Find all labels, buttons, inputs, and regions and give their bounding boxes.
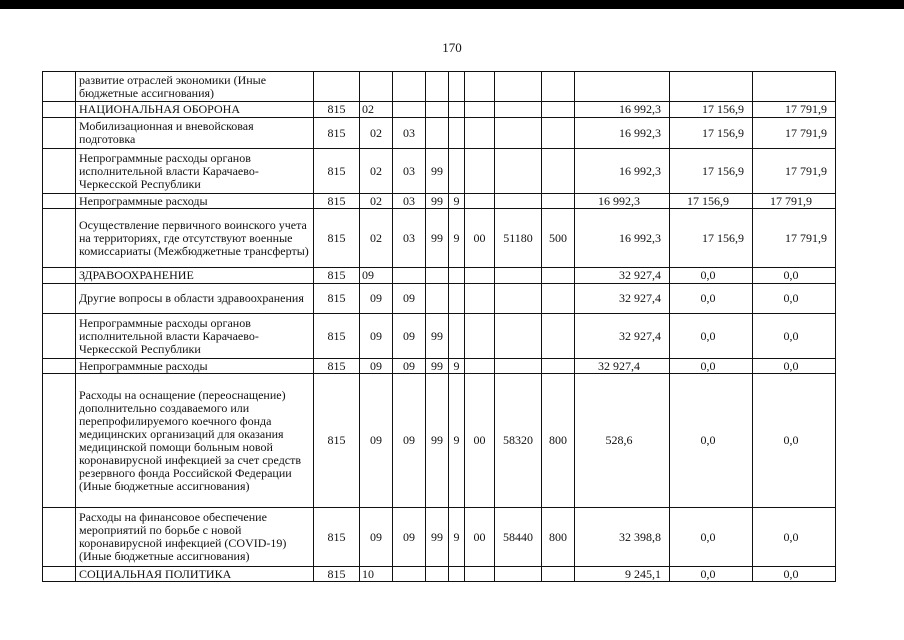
- amount-cell: [753, 72, 836, 102]
- amount-cell: 0,0: [670, 314, 753, 359]
- row-marker-cell: [43, 194, 76, 209]
- code-cell: 03: [393, 118, 426, 149]
- row-name: НАЦИОНАЛЬНАЯ ОБОРОНА: [76, 102, 314, 118]
- row-name: СОЦИАЛЬНАЯ ПОЛИТИКА: [76, 567, 314, 582]
- table-row: [43, 149, 836, 194]
- amount-cell: 16 992,3: [575, 118, 670, 149]
- code-cell: 815: [314, 359, 360, 374]
- code-cell: 815: [314, 284, 360, 314]
- code-cell: 02: [360, 102, 393, 118]
- code-cell: [465, 359, 495, 374]
- code-cell: 03: [393, 209, 426, 268]
- code-cell: 9: [449, 374, 465, 508]
- code-cell: [465, 194, 495, 209]
- row-marker-cell: [43, 72, 76, 102]
- amount-cell: 0,0: [753, 567, 836, 582]
- code-cell: 00: [465, 508, 495, 567]
- code-cell: 09: [393, 314, 426, 359]
- code-cell: [495, 149, 542, 194]
- code-cell: [542, 284, 575, 314]
- amount-cell: 17 156,9: [670, 118, 753, 149]
- code-cell: [542, 118, 575, 149]
- amount-cell: 17 791,9: [753, 194, 836, 209]
- row-name: Расходы на оснащение (переоснащение) дополнительно создаваемого или перепрофилируемого коечного фонда медицинских организаций для оказания медицинской помощи больным новой коронавирусной инфекцией за счет средств резервного фонда Российской Федерации (Иные бюджетные ассигнования): [76, 374, 314, 508]
- code-cell: [465, 102, 495, 118]
- amount-cell: 9 245,1: [575, 567, 670, 582]
- amount-cell: 16 992,3: [575, 149, 670, 194]
- code-cell: [393, 567, 426, 582]
- amount-cell: 0,0: [753, 314, 836, 359]
- code-cell: 09: [360, 508, 393, 567]
- code-cell: [542, 359, 575, 374]
- code-cell: 99: [426, 209, 449, 268]
- code-cell: 99: [426, 194, 449, 209]
- table-row: [43, 314, 836, 359]
- row-marker-cell: [43, 314, 76, 359]
- code-cell: [449, 102, 465, 118]
- code-cell: 800: [542, 374, 575, 508]
- row-marker-cell: [43, 374, 76, 508]
- code-cell: [426, 72, 449, 102]
- amount-cell: 17 791,9: [753, 102, 836, 118]
- amount-cell: 0,0: [753, 284, 836, 314]
- code-cell: [542, 268, 575, 284]
- amount-cell: 17 156,9: [670, 149, 753, 194]
- amount-cell: 0,0: [670, 374, 753, 508]
- amount-cell: [575, 72, 670, 102]
- code-cell: 03: [393, 149, 426, 194]
- code-cell: [465, 314, 495, 359]
- code-cell: [495, 72, 542, 102]
- code-cell: 09: [393, 284, 426, 314]
- code-cell: [314, 72, 360, 102]
- code-cell: [495, 314, 542, 359]
- code-cell: [449, 268, 465, 284]
- code-cell: [426, 118, 449, 149]
- code-cell: 9: [449, 508, 465, 567]
- amount-cell: 32 927,4: [575, 359, 670, 374]
- code-cell: 58440: [495, 508, 542, 567]
- amount-cell: 16 992,3: [575, 102, 670, 118]
- code-cell: 58320: [495, 374, 542, 508]
- code-cell: [542, 314, 575, 359]
- table-row: [43, 374, 836, 508]
- table-row: [43, 209, 836, 268]
- code-cell: 99: [426, 508, 449, 567]
- row-name: Непрограммные расходы: [76, 194, 314, 209]
- row-name: Мобилизационная и вневойсковая подготовка: [76, 118, 314, 149]
- code-cell: 09: [360, 359, 393, 374]
- row-name: ЗДРАВООХРАНЕНИЕ: [76, 268, 314, 284]
- code-cell: [465, 284, 495, 314]
- code-cell: 500: [542, 209, 575, 268]
- row-marker-cell: [43, 268, 76, 284]
- code-cell: [495, 102, 542, 118]
- code-cell: [542, 72, 575, 102]
- amount-cell: 0,0: [753, 268, 836, 284]
- amount-cell: 0,0: [753, 508, 836, 567]
- code-cell: [426, 567, 449, 582]
- table-row: [43, 72, 836, 102]
- amount-cell: [670, 72, 753, 102]
- code-cell: 51180: [495, 209, 542, 268]
- amount-cell: 17 156,9: [670, 102, 753, 118]
- code-cell: 02: [360, 209, 393, 268]
- amount-cell: 0,0: [670, 359, 753, 374]
- code-cell: [393, 72, 426, 102]
- code-cell: [465, 149, 495, 194]
- row-marker-cell: [43, 508, 76, 567]
- code-cell: 02: [360, 194, 393, 209]
- budget-table: [42, 71, 836, 582]
- code-cell: [393, 102, 426, 118]
- amount-cell: 0,0: [670, 268, 753, 284]
- code-cell: 815: [314, 149, 360, 194]
- code-cell: 02: [360, 149, 393, 194]
- amount-cell: 17 791,9: [753, 149, 836, 194]
- code-cell: [449, 72, 465, 102]
- code-cell: [360, 72, 393, 102]
- code-cell: [449, 118, 465, 149]
- code-cell: [542, 194, 575, 209]
- code-cell: 815: [314, 314, 360, 359]
- table-row: [43, 359, 836, 374]
- row-marker-cell: [43, 102, 76, 118]
- code-cell: 00: [465, 374, 495, 508]
- table-row: [43, 194, 836, 209]
- row-marker-cell: [43, 284, 76, 314]
- code-cell: 99: [426, 374, 449, 508]
- amount-cell: 0,0: [670, 284, 753, 314]
- amount-cell: 17 156,9: [670, 194, 753, 209]
- row-name: Другие вопросы в области здравоохранения: [76, 284, 314, 314]
- row-marker-cell: [43, 567, 76, 582]
- code-cell: [465, 567, 495, 582]
- code-cell: 09: [393, 359, 426, 374]
- amount-cell: 16 992,3: [575, 209, 670, 268]
- code-cell: 815: [314, 508, 360, 567]
- amount-cell: 0,0: [670, 567, 753, 582]
- code-cell: [495, 268, 542, 284]
- code-cell: 00: [465, 209, 495, 268]
- code-cell: 09: [360, 374, 393, 508]
- row-marker-cell: [43, 149, 76, 194]
- amount-cell: 17 791,9: [753, 209, 836, 268]
- code-cell: 815: [314, 118, 360, 149]
- table-row: [43, 284, 836, 314]
- amount-cell: 32 927,4: [575, 314, 670, 359]
- page-number: 170: [442, 40, 462, 55]
- code-cell: 815: [314, 374, 360, 508]
- row-marker-cell: [43, 209, 76, 268]
- amount-cell: 17 156,9: [670, 209, 753, 268]
- code-cell: [465, 118, 495, 149]
- row-name: Непрограммные расходы: [76, 359, 314, 374]
- code-cell: 02: [360, 118, 393, 149]
- row-name: развитие отраслей экономики (Иные бюджетные ассигнования): [76, 72, 314, 102]
- amount-cell: 17 791,9: [753, 118, 836, 149]
- code-cell: 09: [360, 268, 393, 284]
- code-cell: 99: [426, 314, 449, 359]
- amount-cell: 0,0: [753, 374, 836, 508]
- code-cell: [542, 149, 575, 194]
- code-cell: 9: [449, 194, 465, 209]
- code-cell: 9: [449, 209, 465, 268]
- code-cell: 09: [360, 314, 393, 359]
- code-cell: [542, 567, 575, 582]
- code-cell: [426, 268, 449, 284]
- code-cell: [449, 314, 465, 359]
- code-cell: [542, 102, 575, 118]
- code-cell: [449, 149, 465, 194]
- row-name: Непрограммные расходы органов исполнительной власти Карачаево-Черкесской Республики: [76, 314, 314, 359]
- code-cell: 03: [393, 194, 426, 209]
- amount-cell: 0,0: [670, 508, 753, 567]
- amount-cell: 16 992,3: [575, 194, 670, 209]
- row-name: Осуществление первичного воинского учета на территориях, где отсутствуют военные комиссариаты (Межбюджетные трансферты): [76, 209, 314, 268]
- code-cell: [393, 268, 426, 284]
- row-marker-cell: [43, 359, 76, 374]
- code-cell: [495, 118, 542, 149]
- code-cell: 09: [360, 284, 393, 314]
- table-row: [43, 118, 836, 149]
- code-cell: [495, 284, 542, 314]
- top-black-bar: [0, 0, 904, 9]
- code-cell: [449, 284, 465, 314]
- code-cell: [465, 72, 495, 102]
- amount-cell: 528,6: [575, 374, 670, 508]
- table-row: [43, 508, 836, 567]
- code-cell: [495, 194, 542, 209]
- code-cell: 815: [314, 268, 360, 284]
- code-cell: 815: [314, 567, 360, 582]
- code-cell: 815: [314, 102, 360, 118]
- code-cell: 99: [426, 149, 449, 194]
- code-cell: 99: [426, 359, 449, 374]
- table-row: [43, 102, 836, 118]
- code-cell: [495, 567, 542, 582]
- code-cell: [449, 567, 465, 582]
- amount-cell: 0,0: [753, 359, 836, 374]
- amount-cell: 32 398,8: [575, 508, 670, 567]
- code-cell: [495, 359, 542, 374]
- code-cell: 815: [314, 194, 360, 209]
- row-name: Расходы на финансовое обеспечение мероприятий по борьбе с новой коронавирусной инфекцией (COVID-19) (Иные бюджетные ассигнования): [76, 508, 314, 567]
- code-cell: [426, 102, 449, 118]
- code-cell: 815: [314, 209, 360, 268]
- code-cell: 800: [542, 508, 575, 567]
- table-row: [43, 268, 836, 284]
- code-cell: [426, 284, 449, 314]
- code-cell: [465, 268, 495, 284]
- table-row: [43, 567, 836, 582]
- code-cell: 09: [393, 374, 426, 508]
- code-cell: 10: [360, 567, 393, 582]
- row-name: Непрограммные расходы органов исполнительной власти Карачаево-Черкесской Республики: [76, 149, 314, 194]
- amount-cell: 32 927,4: [575, 268, 670, 284]
- amount-cell: 32 927,4: [575, 284, 670, 314]
- row-marker-cell: [43, 118, 76, 149]
- code-cell: 9: [449, 359, 465, 374]
- code-cell: 09: [393, 508, 426, 567]
